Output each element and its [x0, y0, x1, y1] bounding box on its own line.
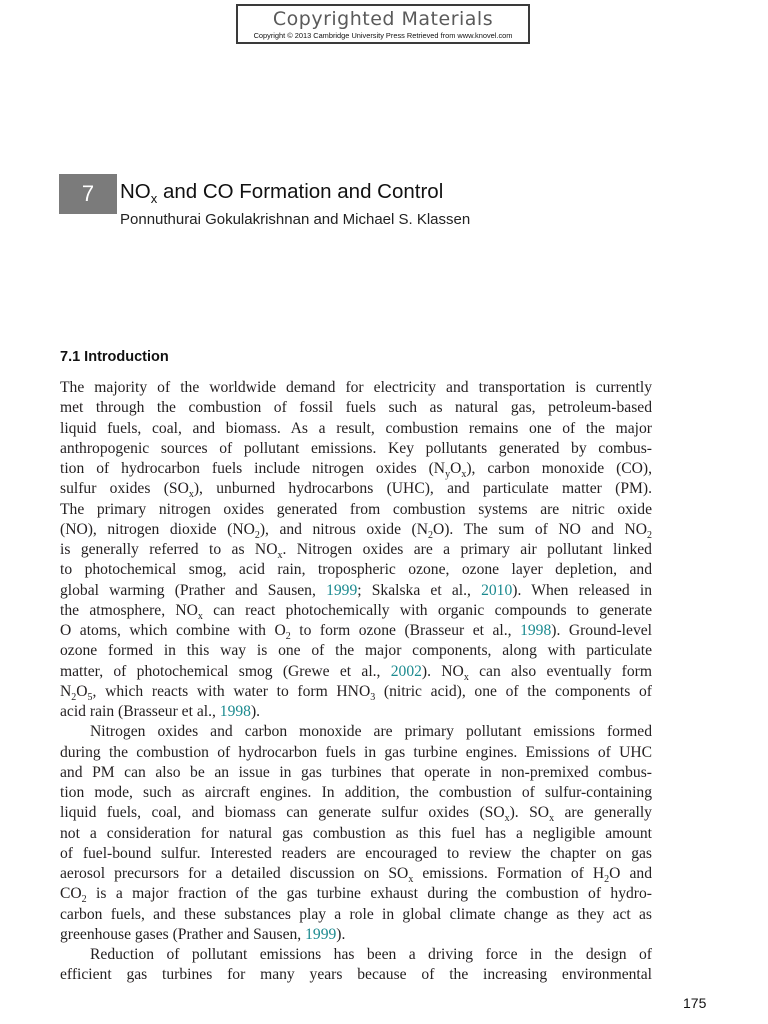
citation-link[interactable]: 1999	[305, 925, 337, 943]
text-line: acid rain (Brasseur et al., 1998).	[60, 703, 261, 720]
section-heading: 7.1 Introduction	[60, 349, 169, 365]
citation-link[interactable]: 1999	[326, 581, 358, 599]
page-number: 175	[683, 995, 707, 1011]
citation-link[interactable]: 1998	[219, 703, 251, 720]
text-line: $N_2O_5$, which reacts with water to form $HNO_3$ (nitric acid), one of the components of	[60, 682, 652, 703]
text-line: tion mode, such as aircraft engines. In addition, the combustion of sulfur-containing	[60, 784, 652, 801]
chapter-title-rest: and CO Formation and Control	[157, 180, 444, 203]
citation-link[interactable]: 1998	[520, 622, 552, 639]
text-line: The primary nitrogen oxides generated from combustion systems are nitric oxide	[60, 500, 652, 518]
citation-link[interactable]: 2002	[390, 662, 422, 680]
text-line: to photochemical smog, acid rain, tropospheric ozone, ozone layer depletion, and	[60, 561, 652, 579]
watermark-copyright-line: Copyright © 2013 Cambridge University Press Retrieved from www.knovel.com	[253, 31, 513, 40]
chapter-title	[120, 180, 443, 206]
text-line: and PM can also be an issue in gas turbines that operate in non-premixed combus-	[60, 763, 652, 781]
paragraph-1	[60, 378, 652, 722]
text-line: during the combustion of hydrocarbon fuels in gas turbine engines. Emissions of UHC	[60, 743, 652, 761]
text-line: efficient gas turbines for many years because of the increasing environmental	[60, 966, 652, 984]
citation-link[interactable]: 2010	[481, 581, 513, 599]
watermark-title: Copyrighted Materials	[272, 8, 494, 30]
text-line: of fuel-bound sulfur. Interested readers are encouraged to review the chapter on gas	[60, 844, 652, 862]
body-text	[60, 378, 652, 986]
text-line: O atoms, which combine with $O_2$ to form ozone (Brasseur et al., 1998). Ground-level	[60, 622, 652, 643]
text-line: Nitrogen oxides and carbon monoxide are primary pollutant emissions formed	[90, 723, 652, 741]
text-line: ozone formed in this way is one of the major components, along with particulate	[60, 642, 652, 660]
text-line: (NO), nitrogen dioxide $(NO_2)$, and nitrous oxide $(N_2O)$. The sum of NO and $NO_2$	[60, 520, 652, 541]
copyright-watermark	[236, 4, 530, 44]
text-line: the atmosphere, $NO_x$ can react photochemically with organic compounds to generate	[60, 601, 652, 622]
chapter-title-subscript: x	[150, 191, 158, 207]
text-line: not a consideration for natural gas combustion as this fuel has a negligible amount	[60, 824, 652, 842]
text-line: liquid fuels, coal, and biomass. As a result, combustion remains one of the major	[60, 419, 652, 437]
text-line: matter, of photochemical smog (Grewe et al., 2002). $NO_x$ can also eventually form	[60, 662, 652, 683]
text-line: Reduction of pollutant emissions has been a driving force in the design of	[90, 946, 652, 963]
text-line: anthropogenic sources of pollutant emissions. Key pollutants generated by combus-	[60, 439, 652, 457]
text-line: greenhouse gases (Prather and Sausen, 1999).	[60, 925, 346, 943]
paragraph-2	[60, 722, 652, 945]
text-line: sulfur oxides $(SO_x)$, unburned hydrocarbons (UHC), and particulate matter (PM).	[60, 480, 652, 501]
paragraph-3	[60, 945, 652, 986]
chapter-title-prefix: NO	[120, 180, 151, 203]
text-line: $CO_2$ is a major fraction of the gas turbine exhaust during the combustion of hydro-	[60, 885, 652, 906]
text-line: is generally referred to as $NO_x$. Nitrogen oxides are a primary air pollutant linked	[60, 541, 652, 562]
text-line: liquid fuels, coal, and biomass can generate sulfur oxides $(SO_x)$. $SO_x$ are generally	[60, 804, 652, 825]
chapter-authors: Ponnuthurai Gokulakrishnan and Michael S. Klassen	[120, 211, 471, 228]
text-line: aerosol precursors for a detailed discussion on $SO_x$ emissions. Formation of $H_2O$ and	[60, 865, 653, 886]
text-line: tion of hydrocarbon fuels include nitrogen oxides $(N_yO_x)$, carbon monoxide (CO),	[60, 460, 653, 481]
chapter-number-box	[59, 174, 117, 214]
text-line: carbon fuels, and these substances play a role in global climate change as they act as	[60, 905, 652, 923]
chapter-number: 7	[81, 181, 95, 206]
text-line: global warming (Prather and Sausen, 1999; Skalska et al., 2010). When released in	[60, 581, 652, 599]
text-line: The majority of the worldwide demand for electricity and transportation is currently	[60, 379, 652, 396]
text-line: met through the combustion of fossil fuels such as natural gas, petroleum-based	[60, 399, 652, 417]
